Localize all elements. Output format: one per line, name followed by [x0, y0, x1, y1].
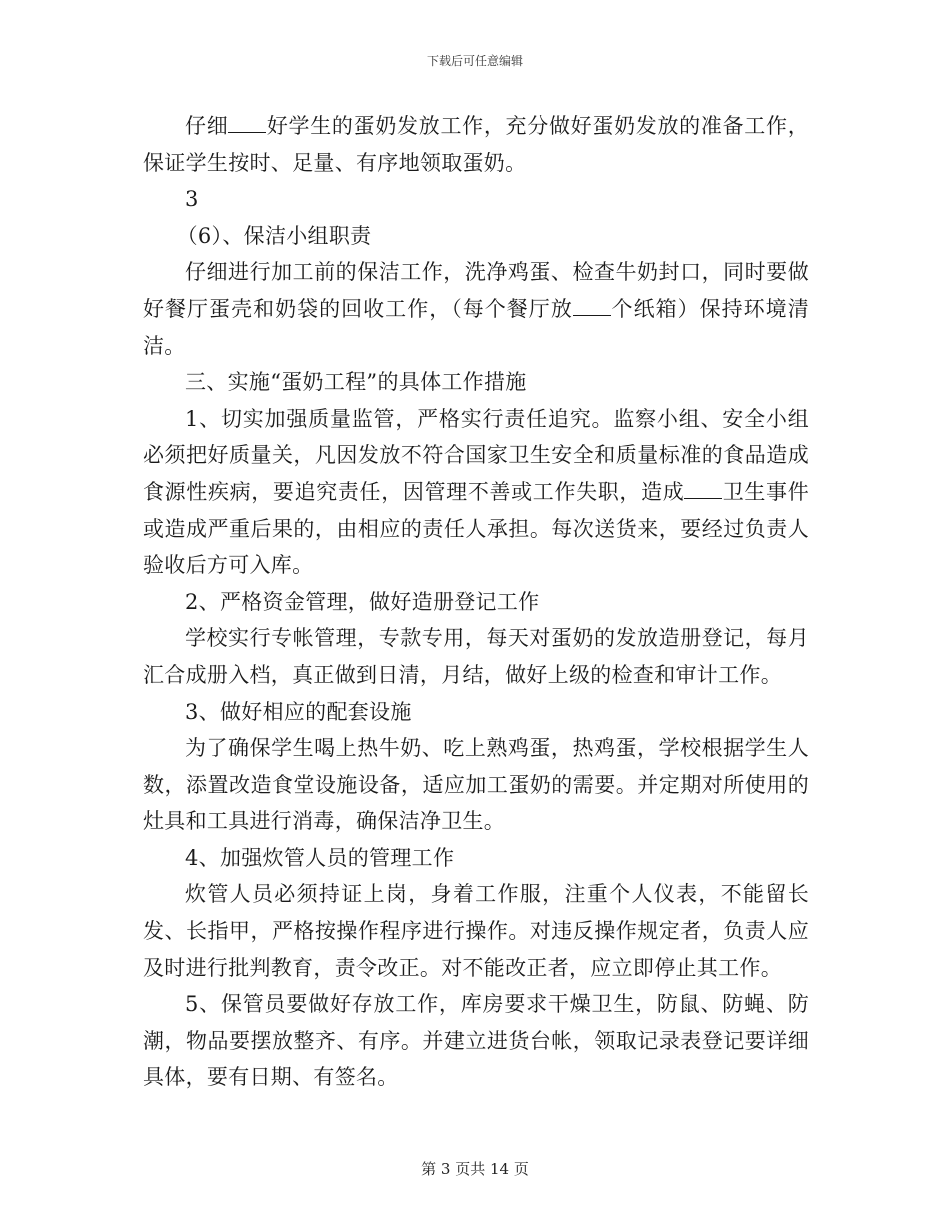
text-segment: 为了确保学生喝上热牛奶、吃上熟鸡蛋，热鸡蛋，学校根据学生人数，添置改造食堂设施设备，适应加工蛋奶的需要。并定期对所使用的灶具和工具进行消毒，确保洁净卫生。: [143, 736, 809, 834]
text-segment: 好学生的蛋奶发放工作，充分做好蛋奶发放的准备工作，保证学生按时、足量、有序地领取蛋奶。: [143, 114, 810, 175]
paragraph: [143, 401, 809, 584]
section-heading: [143, 694, 809, 731]
text-segment: 3: [185, 187, 199, 212]
paragraph: [143, 986, 809, 1096]
text-segment: 卫生事件或造成严重后果的，由相应的责任人承担。每次送货来，要经过负责人验收后方可入库。: [143, 479, 809, 578]
paragraph: [143, 620, 809, 693]
text-segment: 3、做好相应的配套设施: [185, 699, 412, 724]
fill-in-blank: [228, 112, 266, 133]
text-segment: （6）、保洁小组职责: [176, 223, 372, 248]
section-heading: [143, 840, 809, 877]
text-segment: 炊管人员必须持证上岗，身着工作服，注重个人仪表，不能留长发、长指甲，严格按操作程序进行操作。对违反操作规定者，负责人应及时进行批判教育，责令改正。对不能改正者，应立即停止其工作。: [143, 882, 809, 980]
text-segment: 5、保管员要做好存放工作，库房要求干燥卫生，防鼠、防蝇、防潮，物品要摆放整齐、有序。并建立进货台帐，领取记录表登记要详细具体，要有日期、有签名。: [143, 992, 809, 1090]
text-segment: 4、加强炊管人员的管理工作: [185, 845, 455, 870]
section-heading: [143, 584, 809, 621]
paragraph: [143, 730, 809, 840]
paragraph: [143, 108, 809, 181]
section-heading: [143, 218, 809, 255]
paragraph: [143, 181, 809, 218]
document-body: [143, 108, 809, 1096]
text-segment: 个纸箱）保持环境清洁。: [143, 296, 809, 358]
text-segment: 学校实行专帐管理，专款专用，每天对蛋奶的发放造册登记，每月汇合成册入档，真正做到日清，月结，做好上级的检查和审计工作。: [143, 626, 809, 687]
text-segment: 1、切实加强质量监管，严格实行责任追究。监察小组、安全小组必须把好质量关，凡因发放不符合国家卫生安全和质量标准的食品造成食源性疾病，要追究责任，因管理不善或工作失职，造成: [143, 406, 809, 504]
paragraph: [143, 254, 809, 364]
paragraph: [143, 876, 809, 986]
section-heading: [143, 364, 809, 401]
text-segment: 三、实施“蛋奶工程”的具体工作措施: [185, 370, 527, 395]
page-header: 下载后可任意编辑: [426, 54, 523, 68]
text-segment: 仔细: [185, 114, 229, 138]
page-number: 第 3 页共 14 页: [421, 1160, 529, 1178]
text-segment: 仔细进行加工前的保洁工作，洗净鸡蛋、检查牛奶封口，同时要做好餐厅蛋壳和奶袋的回收工作，（每个餐厅放: [143, 260, 809, 321]
fill-in-blank: [573, 295, 611, 316]
text-segment: 2、严格资金管理，做好造册登记工作: [185, 589, 540, 614]
fill-in-blank: [684, 478, 722, 499]
